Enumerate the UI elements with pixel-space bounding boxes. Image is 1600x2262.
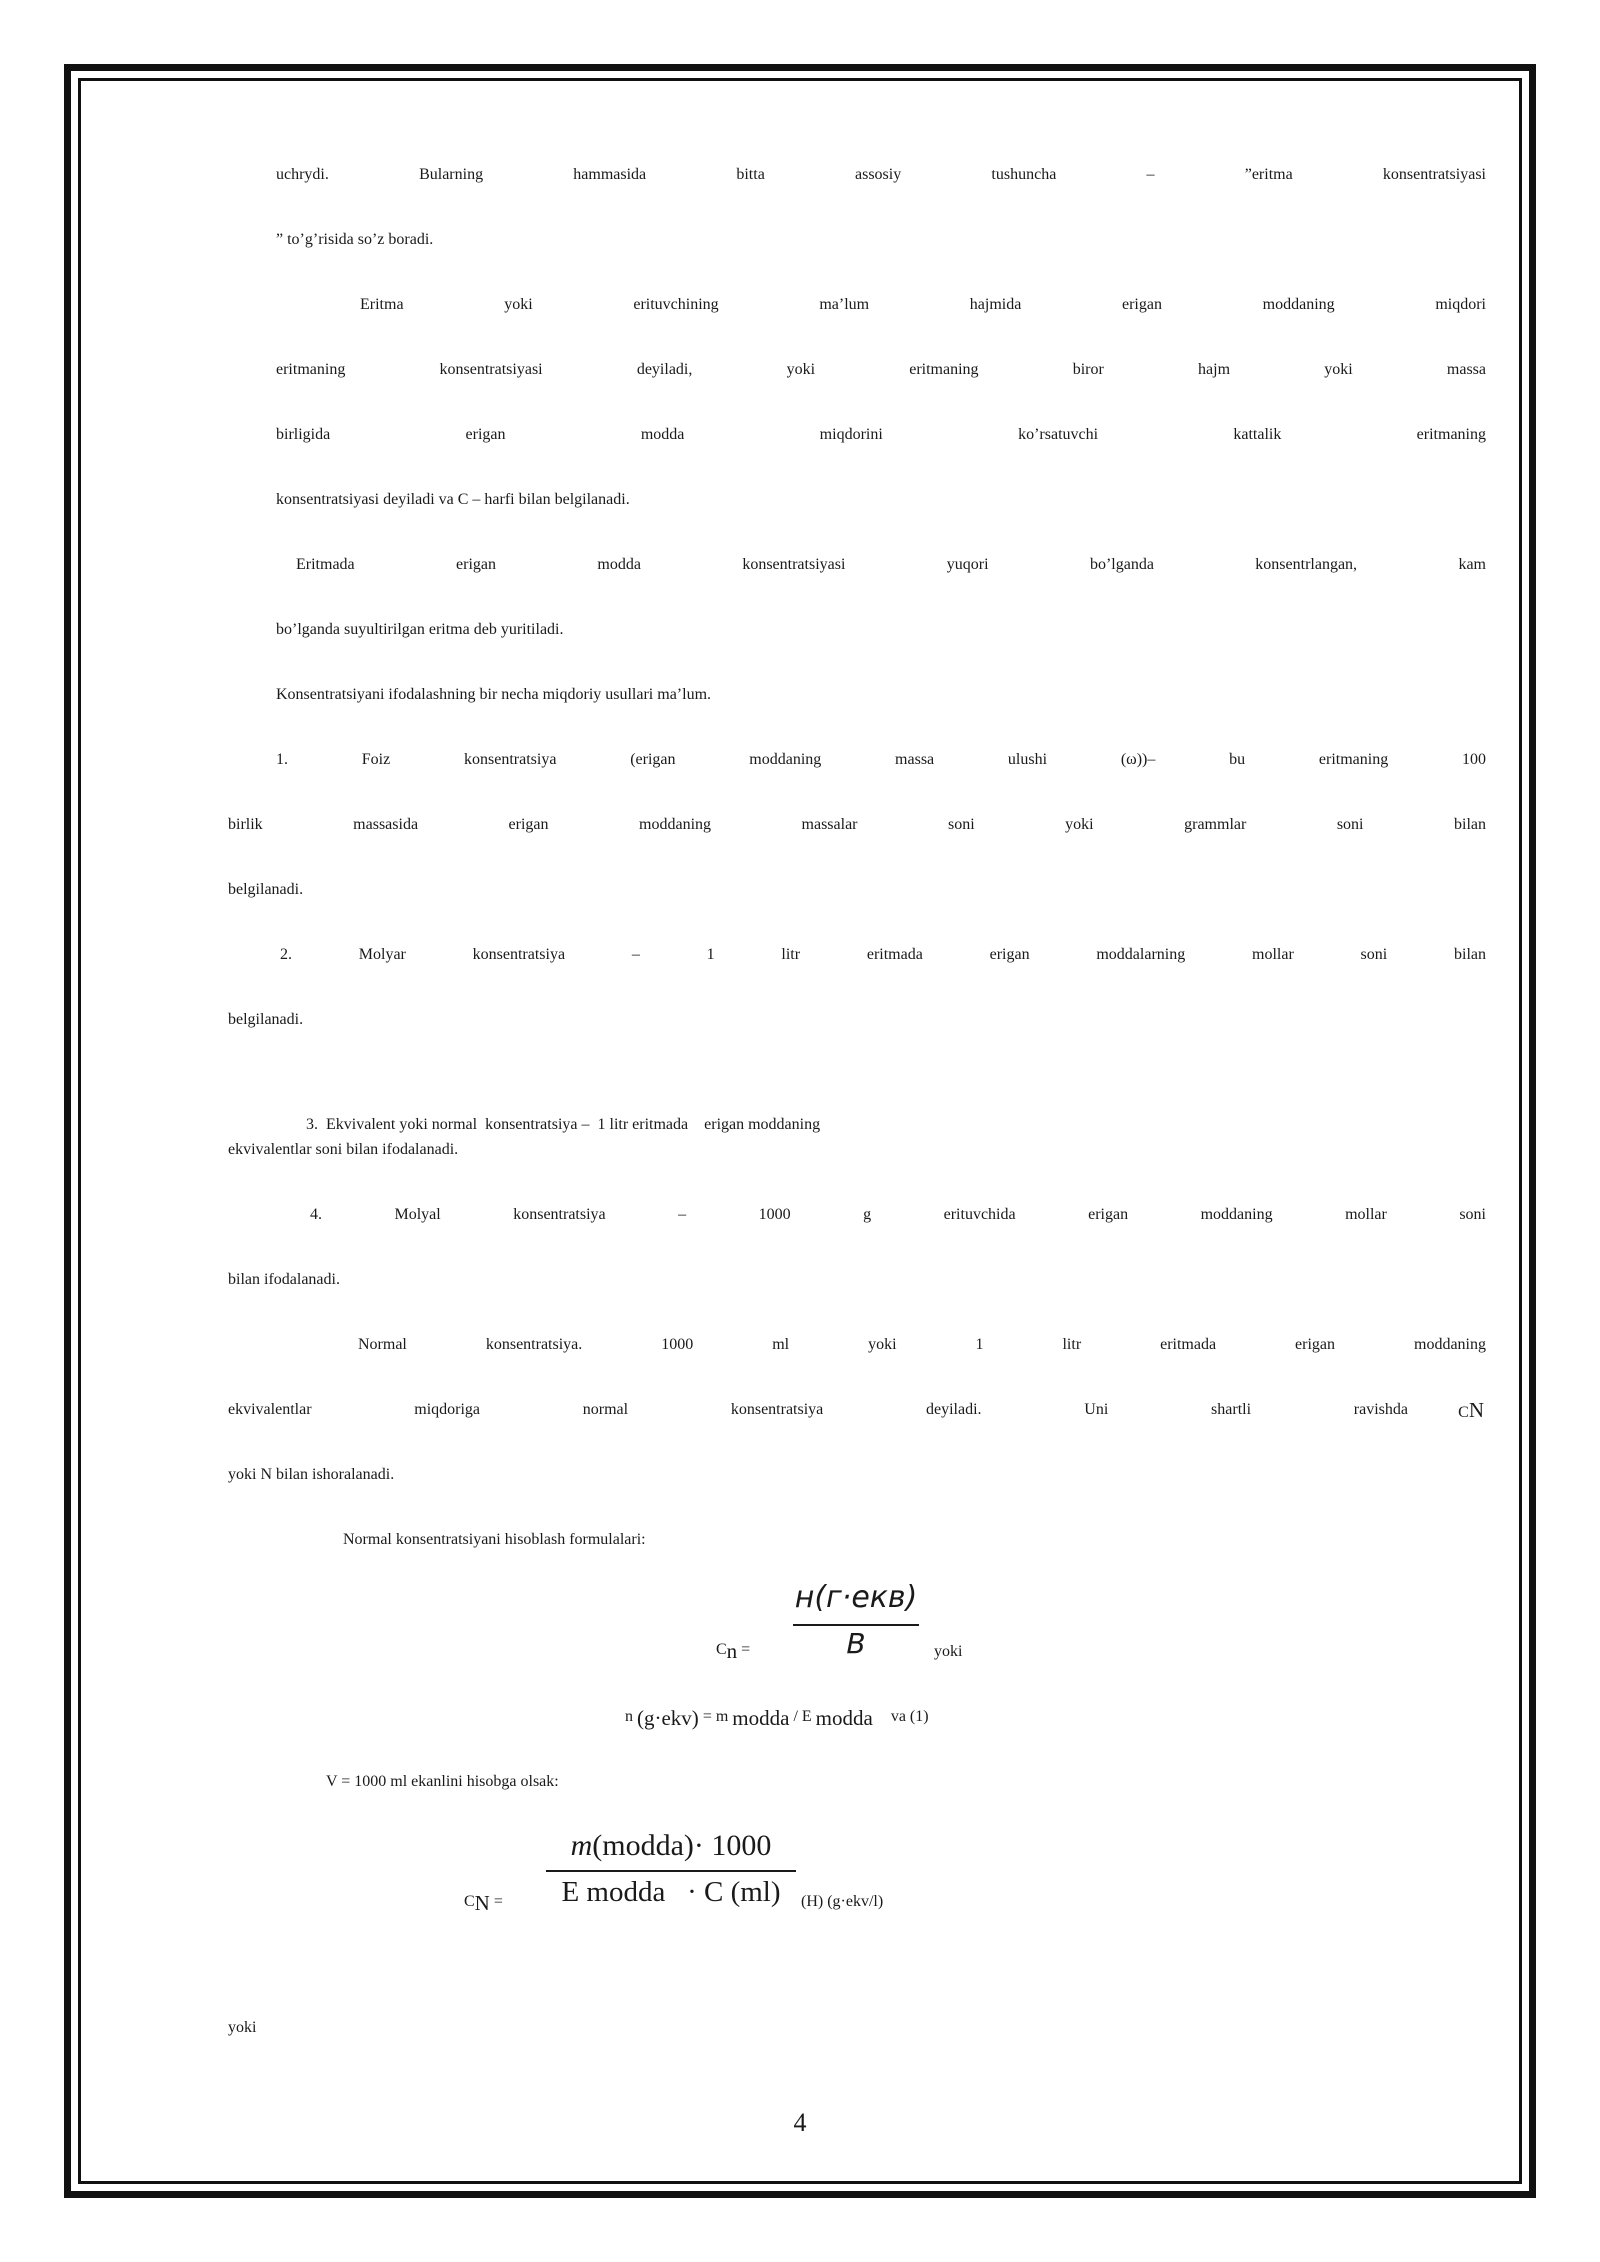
formula-suffix: yoki [934,1643,963,1660]
paragraph-line: belgilanadi. [228,881,304,898]
list-item-4: 4. Molyal konsentratsiya – 1000 g erituvchida erigan moddaning mollar soni [310,1206,1486,1223]
formula-equivalents: n (g·ekv) = m modda / E modda va (1) [625,1706,929,1730]
paragraph-line: bilan ifodalanadi. [228,1271,340,1288]
paragraph-line: konsentratsiyasi deyiladi va C – harfi bilan belgilanadi. [276,491,630,508]
fraction-numerator: н(г·екв) [794,1580,918,1615]
formula-lhs: CN = [464,1891,503,1915]
paragraph-line: ” to’g’risida so’z boradi. [276,231,434,248]
list-item-text: 3. Ekvivalent yoki normal konsentratsiya – 1 litr eritmada erigan moddaning [306,1116,821,1133]
list-item-2: 2. Molyar konsentratsiya – 1 litr eritmada erigan moddalarning mollar soni bilan [280,946,1486,963]
paragraph-line: yoki N bilan ishoralanadi. [228,1466,395,1483]
paragraph-line: bo’lganda suyultirilgan eritma deb yuritiladi. [276,621,564,638]
paragraph-text: ekvivalentlar miqdoriga normal konsentratsiya deyiladi. Uni shartli ravishda [228,1401,1408,1418]
paragraph-line: belgilanadi. [228,1011,304,1028]
paragraph-line: Normal konsentratsiyani hisoblash formulalari: [343,1531,646,1548]
paragraph-line: birligida erigan modda miqdorini ko’rsatuvchi kattalik eritmaning [276,426,1486,443]
formula-fraction [793,1578,919,1668]
fraction-numerator: m(modda)· 1000 [570,1829,772,1862]
paragraph-line: Konsentratsiyani ifodalashning bir necha miqdoriy usullari ma’lum. [276,686,712,703]
paragraph-line: Eritma yoki erituvchining ma’lum hajmida erigan moddaning miqdori [360,296,1486,313]
paragraph-line [228,1390,1486,1430]
paragraph-line: Eritmada erigan modda konsentratsiyasi yuqori bo’lganda konsentrlangan, kam [296,556,1486,573]
list-item-3 [290,1065,1486,1185]
paragraph-line: yoki [228,2019,257,2036]
fraction-denominator: В [846,1627,866,1660]
list-item-1: 1. Foiz konsentratsiya (erigan moddaning massa ulushi (ω))– bu eritmaning 100 [276,751,1486,768]
paragraph-line: V = 1000 ml ekanlini hisobga olsak: [326,1773,559,1790]
page-number: 4 [793,2108,807,2137]
paragraph-line: eritmaning konsentratsiyasi deyiladi, yoki eritmaning biror hajm yoki massa [276,361,1486,378]
paragraph-line: uchrydi. Bularning hammasida bitta assosiy tushuncha – ”eritma konsentratsiyasi [276,166,1486,183]
formula-suffix: (H) (g·ekv/l) [801,1893,884,1910]
cn-symbol: CN [1458,1398,1484,1422]
fraction-denominator: E modda · C (ml) [561,1876,781,1908]
paragraph-line: birlik massasida erigan moddaning massalar soni yoki grammlar soni bilan [228,816,1486,833]
formula-fraction [546,1826,796,1922]
paragraph-line: Normal konsentratsiya. 1000 ml yoki 1 litr eritmada erigan moddaning [358,1336,1486,1353]
formula-lhs: Cn = [716,1639,751,1663]
paragraph-line: ekvivalentlar soni bilan ifodalanadi. [228,1141,459,1158]
